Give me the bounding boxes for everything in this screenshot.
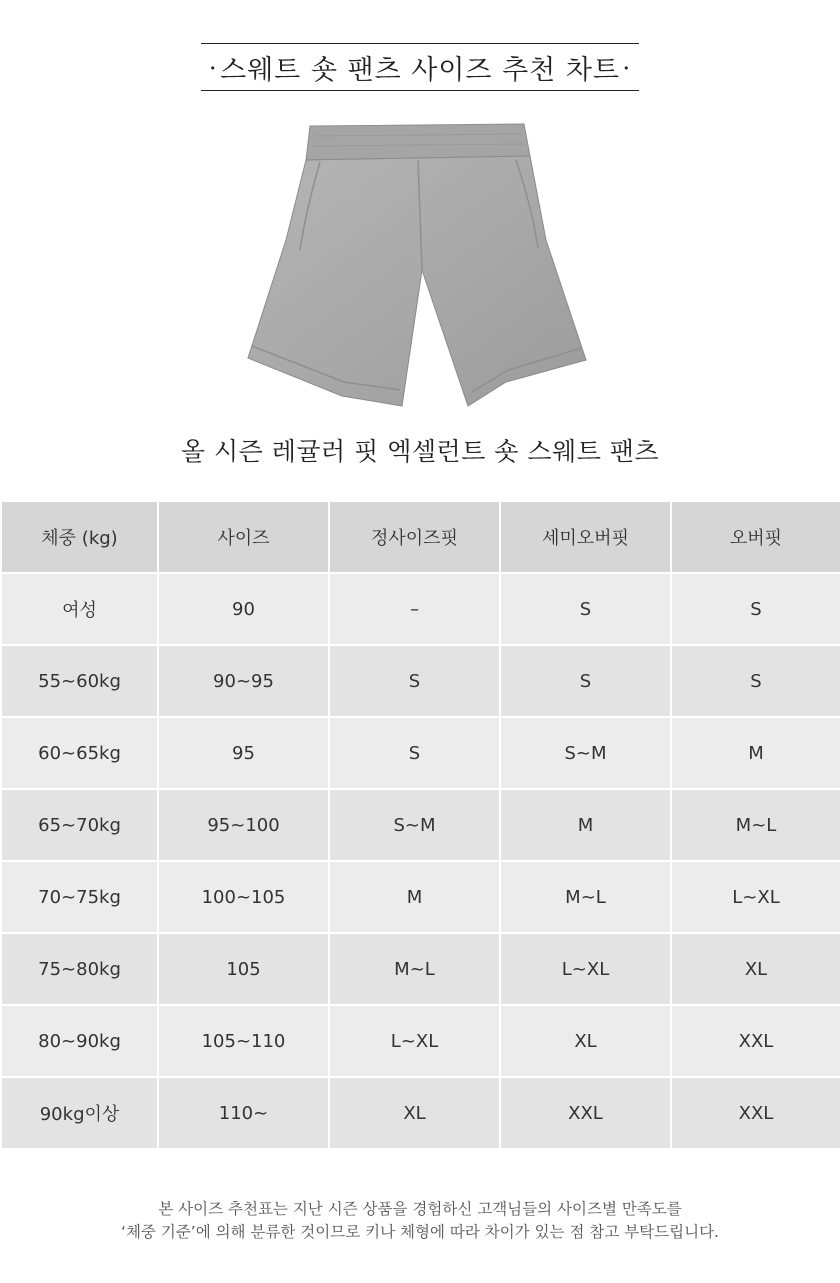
- cell-weight: 75~80kg: [1, 933, 158, 1005]
- cell-regular-fit: M: [329, 861, 500, 933]
- title-text: 스웨트 숏 팬츠 사이즈 추천 차트: [220, 54, 620, 86]
- cell-semi-over-fit: S: [500, 645, 671, 717]
- table-row: [1, 861, 840, 933]
- cell-weight: 60~65kg: [1, 717, 158, 789]
- diamond-left-icon: •: [209, 61, 217, 75]
- cell-size: 90~95: [158, 645, 329, 717]
- product-image: [246, 120, 590, 410]
- cell-size: 110~: [158, 1077, 329, 1149]
- product-name: 올 시즌 레귤러 핏 엑셀런트 숏 스웨트 팬츠: [180, 437, 660, 466]
- cell-semi-over-fit: M~L: [500, 861, 671, 933]
- cell-size: 105~110: [158, 1005, 329, 1077]
- cell-weight: 여성: [1, 573, 158, 645]
- header-regular-fit: 정사이즈핏: [329, 501, 500, 573]
- footnote: [0, 1198, 840, 1244]
- header-weight: 체중 (kg): [1, 501, 158, 573]
- table-row: [1, 1077, 840, 1149]
- header-over-fit: 오버핏: [671, 501, 840, 573]
- table-row: [1, 573, 840, 645]
- cell-regular-fit: S: [329, 645, 500, 717]
- cell-over-fit: S: [671, 573, 840, 645]
- cell-size: 95~100: [158, 789, 329, 861]
- table-row: [1, 645, 840, 717]
- cell-over-fit: M~L: [671, 789, 840, 861]
- cell-size: 90: [158, 573, 329, 645]
- cell-weight: 90kg이상: [1, 1077, 158, 1149]
- cell-semi-over-fit: S~M: [500, 717, 671, 789]
- cell-size: 95: [158, 717, 329, 789]
- footnote-line-2: ‘체중 기준’에 의해 분류한 것이므로 키나 체형에 따라 차이가 있는 점 참고 부탁드립니다.: [121, 1223, 719, 1241]
- cell-regular-fit: –: [329, 573, 500, 645]
- cell-over-fit: XXL: [671, 1077, 840, 1149]
- cell-semi-over-fit: L~XL: [500, 933, 671, 1005]
- cell-semi-over-fit: S: [500, 573, 671, 645]
- cell-regular-fit: L~XL: [329, 1005, 500, 1077]
- cell-over-fit: XXL: [671, 1005, 840, 1077]
- table-row: [1, 717, 840, 789]
- table-row: [1, 1005, 840, 1077]
- cell-size: 105: [158, 933, 329, 1005]
- header-semi-over-fit: 세미오버핏: [500, 501, 671, 573]
- chart-title: [201, 43, 640, 91]
- cell-weight: 80~90kg: [1, 1005, 158, 1077]
- cell-weight: 70~75kg: [1, 861, 158, 933]
- cell-weight: 55~60kg: [1, 645, 158, 717]
- cell-regular-fit: XL: [329, 1077, 500, 1149]
- cell-over-fit: M: [671, 717, 840, 789]
- cell-regular-fit: S~M: [329, 789, 500, 861]
- diamond-right-icon: •: [622, 61, 631, 75]
- cell-over-fit: XL: [671, 933, 840, 1005]
- cell-semi-over-fit: M: [500, 789, 671, 861]
- cell-regular-fit: S: [329, 717, 500, 789]
- table-row: [1, 789, 840, 861]
- cell-semi-over-fit: XL: [500, 1005, 671, 1077]
- footnote-line-1: 본 사이즈 추천표는 지난 시즌 상품을 경험하신 고객님들의 사이즈별 만족도를: [158, 1200, 682, 1218]
- cell-over-fit: L~XL: [671, 861, 840, 933]
- table-header-row: [1, 501, 840, 573]
- table-row: [1, 933, 840, 1005]
- cell-size: 100~105: [158, 861, 329, 933]
- cell-semi-over-fit: XXL: [500, 1077, 671, 1149]
- cell-over-fit: S: [671, 645, 840, 717]
- cell-weight: 65~70kg: [1, 789, 158, 861]
- size-table: [0, 500, 840, 1150]
- title-wrap: [0, 43, 840, 91]
- header-size: 사이즈: [158, 501, 329, 573]
- cell-regular-fit: M~L: [329, 933, 500, 1005]
